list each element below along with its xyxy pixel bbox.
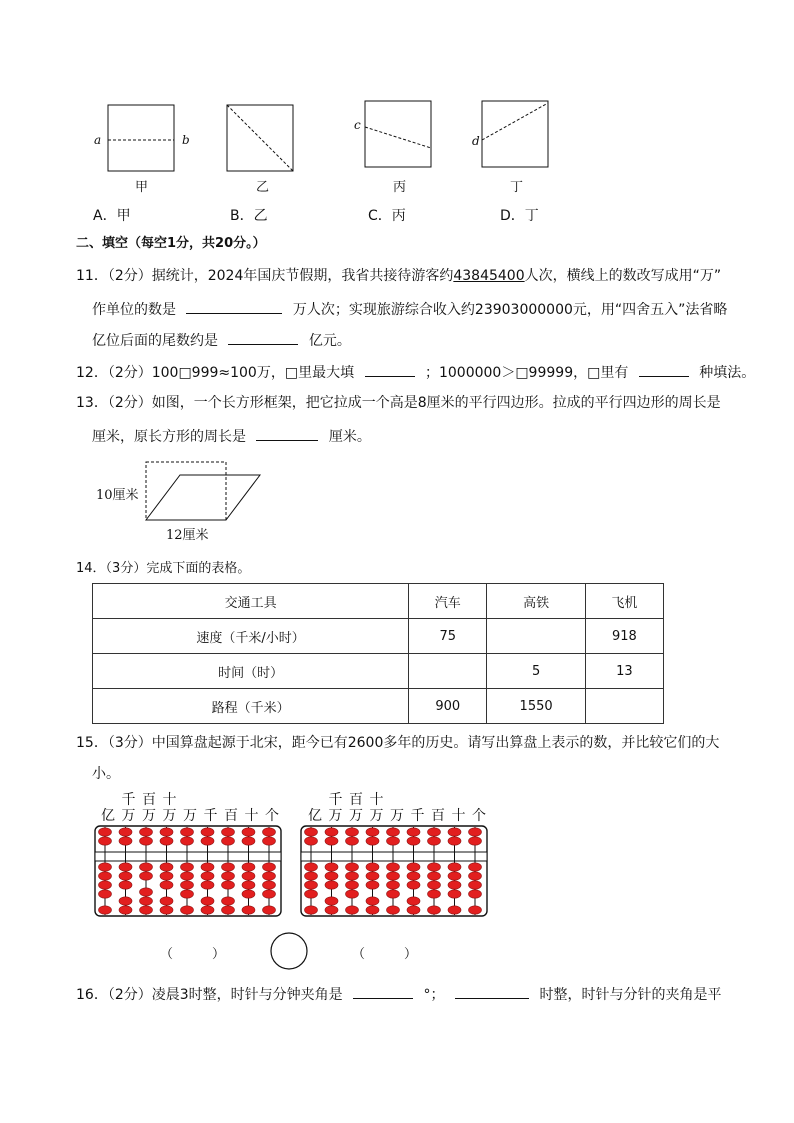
q11-line3 [92, 329, 351, 351]
abacus-bead-lower [181, 881, 194, 889]
table-header-cell: 汽车 [409, 584, 487, 619]
place-label-bottom: 万 [369, 808, 384, 824]
abacus-bead-upper [325, 837, 338, 845]
option-c[interactable]: C．丙 [368, 208, 406, 224]
abacus-bead-upper [140, 837, 153, 845]
table-row [93, 654, 664, 689]
abacus-bead-lower [119, 881, 132, 889]
abacus-bead-lower [366, 863, 379, 871]
abacus-bead-lower [387, 881, 400, 889]
q16-blank-2[interactable] [455, 983, 529, 999]
abacus-bead-lower [201, 863, 214, 871]
q12-line [76, 361, 755, 383]
abacus-bead-lower [263, 863, 276, 871]
abacus-bead-upper [119, 837, 132, 845]
abacus-bead-upper [222, 828, 235, 836]
table-header-cell: 飞机 [585, 584, 663, 619]
abacus-bead-lower [428, 906, 441, 914]
abacus-bead-upper [242, 828, 255, 836]
place-label-bottom: 万 [142, 808, 156, 824]
q13-blank[interactable] [256, 425, 318, 441]
q13-line2 [92, 425, 371, 447]
abacus-bead-lower [99, 872, 112, 880]
option-d[interactable]: D．丁 [500, 208, 539, 224]
table-cell: 5 [487, 654, 586, 689]
abacus-bead-lower [160, 897, 173, 905]
abacus-bead-lower [387, 906, 400, 914]
abacus-bead-lower [407, 872, 420, 880]
abacus-bead-upper [222, 837, 235, 845]
abacus-bead-lower [160, 906, 173, 914]
abacus-bead-upper [366, 837, 379, 845]
abacus-bead-lower [160, 863, 173, 871]
compare-circle[interactable] [269, 931, 309, 971]
abacus-bead-lower [407, 863, 420, 871]
abacus-bead-lower [387, 863, 400, 871]
table-header-row [93, 584, 664, 619]
abacus-bead-lower [325, 863, 338, 871]
abacus-bead-lower [201, 897, 214, 905]
abacus-bead-lower [201, 881, 214, 889]
table-header-cell: 交通工具 [93, 584, 409, 619]
place-label-top: 十 [162, 792, 177, 808]
abacus-bead-lower [366, 897, 379, 905]
abacus-bead-lower [346, 863, 359, 871]
q16-text: 16．（2分）凌晨3时整，时针与分钟夹角是 [76, 987, 343, 1003]
q16-line [76, 983, 721, 1005]
abacus-bead-upper [99, 828, 112, 836]
abacus-bead-lower [346, 872, 359, 880]
option-b[interactable]: B．乙 [230, 208, 268, 224]
q12-blank-2[interactable] [639, 361, 689, 377]
q16-text-cont: 时整，时针与分针的夹角是平 [539, 987, 722, 1003]
abacus-bead-upper [387, 828, 400, 836]
square-figures [80, 95, 580, 195]
section-heading: 二、填空（每空1分，共20分。） [76, 236, 266, 251]
abacus-bead-lower [140, 897, 153, 905]
abacus-bead-lower [181, 863, 194, 871]
abacus-bead-upper [366, 828, 379, 836]
option-a[interactable]: A．甲 [93, 208, 131, 224]
abacus-bead-upper [325, 828, 338, 836]
abacus-bead-lower [448, 872, 461, 880]
place-label-bottom: 万 [162, 808, 177, 824]
abacus-bead-lower [346, 906, 359, 914]
abacus-bead-lower [99, 863, 112, 871]
q13-line2-text-cont: 厘米。 [328, 429, 371, 445]
abacus-bead-lower [160, 881, 173, 889]
abacus-bead-upper [407, 837, 420, 845]
abacus-bead-upper [263, 828, 276, 836]
abacus-bead-lower [263, 906, 276, 914]
place-label-bottom: 个 [265, 808, 279, 824]
abacus-bead-lower [346, 881, 359, 889]
q15-line1: 15．（3分）中国算盘起源于北宋，距今已有2600多年的历史。请写出算盘上表示的数，并比较它们的大 [76, 735, 720, 751]
abacus-bead-lower [305, 906, 318, 914]
abacus-bead-lower [242, 863, 255, 871]
table-cell[interactable] [487, 619, 586, 654]
abacus-bead-lower [428, 863, 441, 871]
table-cell: 速度（千米/小时） [93, 619, 409, 654]
q12-blank-1[interactable] [365, 361, 415, 377]
abacus-bead-lower [448, 863, 461, 871]
abacus-bead-lower [242, 906, 255, 914]
abacus-bead-lower [99, 906, 112, 914]
abacus-bead-lower [325, 881, 338, 889]
q11-line2-text: 作单位的数是 [92, 302, 176, 318]
q13-base-label: 12厘米 [166, 528, 209, 543]
abacus-bead-upper [242, 837, 255, 845]
abacus-bead-lower [448, 890, 461, 898]
abacus-bead-lower [181, 906, 194, 914]
abacus-bead-lower [305, 863, 318, 871]
abacus-bead-lower [201, 906, 214, 914]
abacus-bead-lower [305, 872, 318, 880]
abacus-bead-upper [448, 828, 461, 836]
point-c-label: c [354, 118, 361, 132]
abacus-bead-lower [448, 881, 461, 889]
abacus-bead-lower [428, 872, 441, 880]
place-label-bottom: 万 [183, 808, 197, 824]
q11-line2 [92, 298, 727, 320]
figure-label-yi: 乙 [256, 180, 270, 195]
q11-underlined-number: 43845400 [453, 268, 525, 284]
abacus-bead-lower [181, 872, 194, 880]
answer-paren-left[interactable]: （ ） [160, 947, 226, 962]
point-d-label: d [472, 134, 480, 148]
abacus-bead-lower [242, 890, 255, 898]
abacus-bead-lower [407, 897, 420, 905]
abacus-bead-upper [99, 837, 112, 845]
abacus-bead-lower [305, 890, 318, 898]
transport-table [92, 583, 664, 724]
q11-text-cont: 人次，横线上的数改写成用“万” [524, 268, 722, 284]
q11-line3-text-cont: 亿元。 [308, 333, 351, 349]
table-cell: 1550 [487, 689, 586, 724]
abacus-beam [95, 852, 281, 861]
abacus-bead-lower [222, 906, 235, 914]
abacus-bead-lower [469, 863, 482, 871]
abacus-bead-upper [160, 828, 173, 836]
abacus-bead-lower [346, 890, 359, 898]
abacus-bead-upper [428, 828, 441, 836]
abacus-bead-upper [305, 828, 318, 836]
place-label-bottom: 万 [349, 808, 363, 824]
q12-text: 12．（2分）100□999≈100万，□里最大填 [76, 365, 355, 381]
abacus-bead-lower [222, 863, 235, 871]
abacus-bead-lower [325, 897, 338, 905]
figure-label-ding: 丁 [510, 180, 524, 195]
figure-yi [227, 105, 293, 171]
abacus-bead-lower [263, 890, 276, 898]
table-cell: 路程（千米） [93, 689, 409, 724]
parallelogram-figure [140, 455, 270, 525]
q11-text: 11．（2分）据统计，2024年国庆节假期，我省共接待游客约 [76, 268, 454, 284]
abacus-bead-upper [469, 828, 482, 836]
abacus-bead-lower [242, 881, 255, 889]
place-label-top: 百 [349, 792, 363, 808]
abacus-bead-lower [119, 872, 132, 880]
abacus-bead-lower [469, 881, 482, 889]
abacus-bead-lower [263, 872, 276, 880]
abacus-bead-upper [346, 837, 359, 845]
place-label-bottom: 十 [451, 808, 466, 824]
abacus-bead-lower [140, 906, 153, 914]
abacus-bead-upper [263, 837, 276, 845]
place-label-bottom: 万 [390, 808, 404, 824]
abacus-bead-lower [469, 890, 482, 898]
abacus-bead-lower [119, 897, 132, 905]
abacus-bead-lower [119, 863, 132, 871]
table-row [93, 619, 664, 654]
abacus-bead-lower [263, 881, 276, 889]
table-cell: 75 [409, 619, 487, 654]
q16-text-degree: °； [423, 987, 445, 1003]
abacus-bead-lower [242, 872, 255, 880]
table-cell: 13 [585, 654, 663, 689]
table-cell[interactable] [409, 654, 487, 689]
place-label-bottom: 个 [472, 808, 486, 824]
abacus-bead-upper [469, 837, 482, 845]
answer-paren-right[interactable]: （ ） [352, 947, 418, 962]
point-a-label: a [94, 133, 102, 147]
q15-line2: 小。 [92, 766, 120, 782]
abacus-bead-lower [160, 872, 173, 880]
abacus-beam [301, 852, 487, 861]
abacus-bead-upper [387, 837, 400, 845]
abacus-bead-lower [469, 872, 482, 880]
place-label-bottom: 亿 [101, 808, 115, 824]
place-label-bottom: 千 [410, 808, 425, 824]
abacus-bead-lower [99, 890, 112, 898]
place-label-bottom: 万 [121, 808, 136, 824]
q11-line1 [76, 266, 721, 286]
place-label-top: 千 [328, 792, 343, 808]
table-row [93, 689, 664, 724]
abacus-bead-upper [428, 837, 441, 845]
table-cell: 900 [409, 689, 487, 724]
place-label-bottom: 千 [203, 808, 218, 824]
point-b-label: b [182, 133, 190, 147]
table-cell[interactable] [585, 689, 663, 724]
q16-blank-1[interactable] [353, 983, 413, 999]
figure-bing [365, 101, 431, 167]
place-label-bottom: 百 [224, 808, 238, 824]
q11-line3-text: 亿位后面的尾数约是 [92, 333, 218, 349]
abacus-bead-lower [469, 906, 482, 914]
abacus-bead-lower [140, 872, 153, 880]
q11-blank-2[interactable] [228, 329, 298, 345]
abacus-bead-lower [181, 890, 194, 898]
q11-blank-1[interactable] [186, 298, 282, 314]
q13-line1: 13．（2分）如图，一个长方形框架，把它拉成一个高是8厘米的平行四边形。拉成的平行四边形的周长是 [76, 395, 721, 411]
figure-jia [108, 105, 174, 171]
abacus-bead-lower [119, 906, 132, 914]
q11-line2-text-cont: 万人次；实现旅游综合收入约23903000000元，用“四舍五入”法省略 [292, 302, 728, 318]
abacus-bead-upper [407, 828, 420, 836]
abacus-bead-lower [407, 906, 420, 914]
abacus-bead-upper [201, 837, 214, 845]
figure-label-bing: 丙 [393, 180, 407, 195]
abacus-bead-upper [346, 828, 359, 836]
abacus-bead-lower [366, 906, 379, 914]
place-label-top: 百 [142, 792, 156, 808]
place-label-bottom: 百 [431, 808, 445, 824]
place-label-bottom: 十 [244, 808, 259, 824]
place-label-top: 千 [121, 792, 136, 808]
abacus-bead-lower [140, 863, 153, 871]
place-label-top: 十 [369, 792, 384, 808]
q13-side-label: 10厘米 [96, 488, 139, 503]
abacus-bead-lower [325, 872, 338, 880]
abacus-left [94, 825, 284, 920]
abacus-bead-upper [181, 837, 194, 845]
q12-text-cont: ；1000000＞□99999，□里有 [424, 365, 629, 381]
abacus-bead-lower [448, 906, 461, 914]
table-cell: 918 [585, 619, 663, 654]
abacus-bead-lower [140, 888, 153, 896]
table-header-cell: 高铁 [487, 584, 586, 619]
abacus-bead-lower [222, 872, 235, 880]
abacus-bead-lower [366, 872, 379, 880]
abacus-bead-lower [387, 872, 400, 880]
abacus-bead-lower [387, 890, 400, 898]
abacus-bead-upper [201, 828, 214, 836]
abacus-bead-lower [222, 881, 235, 889]
abacus-bead-lower [201, 872, 214, 880]
abacus-bead-lower [325, 906, 338, 914]
abacus-bead-upper [448, 837, 461, 845]
figure-ding [482, 101, 548, 167]
table-cell: 时间（时） [93, 654, 409, 689]
abacus-bead-upper [160, 837, 173, 845]
q13-line2-text: 厘米，原长方形的周长是 [92, 429, 246, 445]
abacus-right [300, 825, 490, 920]
abacus-bead-lower [428, 881, 441, 889]
abacus-bead-lower [222, 897, 235, 905]
abacus-bead-lower [428, 890, 441, 898]
abacus-bead-lower [305, 881, 318, 889]
figure-label-jia: 甲 [135, 180, 149, 195]
place-label-bottom: 万 [328, 808, 343, 824]
abacus-bead-lower [99, 881, 112, 889]
q12-text-end: 种填法。 [699, 365, 756, 381]
abacus-bead-upper [181, 828, 194, 836]
abacus-bead-lower [366, 881, 379, 889]
abacus-bead-lower [407, 881, 420, 889]
q14-title: 14．（3分）完成下面的表格。 [76, 561, 251, 576]
place-label-bottom: 亿 [308, 808, 322, 824]
abacus-bead-upper [119, 828, 132, 836]
abacus-bead-upper [305, 837, 318, 845]
abacus-bead-upper [140, 828, 153, 836]
